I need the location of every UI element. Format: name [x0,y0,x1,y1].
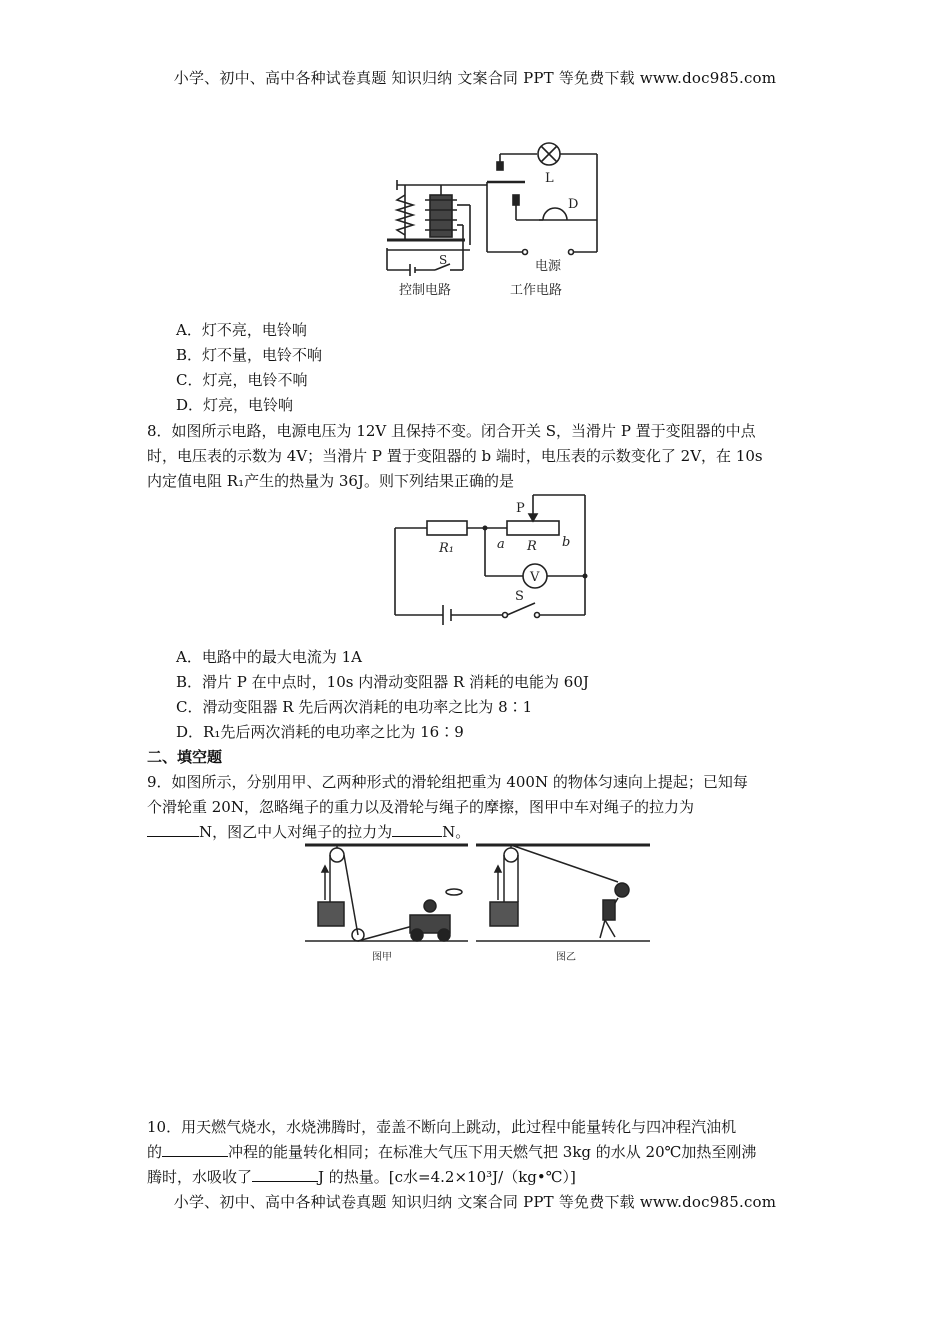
q9-blank-1[interactable] [147,822,199,837]
q8-line-1: 8．如图所示电路，电源电压为 12V 且保持不变。闭合开关 S，当滑片 P 置于变阻器的中点 [147,422,756,440]
page-footer: 小学、初中、高中各种试卷真题 知识归纳 文案合同 PPT 等免费下载 www.doc985.com [173,1193,777,1211]
rheostat-circuit-figure [385,490,600,625]
pulley-figure [300,840,660,965]
q8-option-b: B．滑片 P 在中点时，10s 内滑动变阻器 R 消耗的电能为 60J [176,673,589,691]
label-P: P [516,501,525,516]
fig-jia-caption: 图甲 [372,952,392,963]
label-S: S [439,253,448,267]
q7-option-b: B．灯不量，电铃不响 [176,346,323,364]
label-power: 电源 [535,259,562,274]
q8-line-3: 内定值电阻 R₁产生的热量为 36J。则下列结果正确的是 [147,472,514,490]
q8-option-a: A．电路中的最大电流为 1A [176,648,362,666]
q8-option-c: C．滑动变阻器 R 先后两次消耗的电功率之比为 8∶1 [176,698,533,716]
fig-yi-caption: 图乙 [556,952,576,963]
q10-line-2: 的 冲程的能量转化相同；在标准大气压下用天燃气把 3kg 的水从 20℃加热至刚沸 [147,1143,757,1161]
q9-line-3: N，图乙中人对绳子的拉力为 N。 [147,821,470,842]
label-control-circuit: 控制电路 [399,283,452,298]
label-a: a [497,537,505,552]
label-work-circuit: 工作电路 [510,283,563,298]
label-L: L [545,171,554,186]
q9-line-2: 个滑轮重 20N，忽略绳子的重力以及滑轮与绳子的摩擦，图甲中车对绳子的拉力为 [147,798,694,816]
q7-option-d: D．灯亮，电铃响 [176,396,294,414]
label-b: b [562,535,571,550]
relay-circuit-figure [375,140,615,305]
q10-line-3: 腾时，水吸收了 J 的热量。[c水=4.2×10³J/（kg•℃）] [147,1168,576,1186]
label-S: S [515,589,524,604]
q10-blank-1[interactable] [162,1142,228,1157]
q7-option-c: C．灯亮，电铃不响 [176,371,308,389]
label-V: V [530,570,540,585]
page-header: 小学、初中、高中各种试卷真题 知识归纳 文案合同 PPT 等免费下载 www.doc985.com [173,69,777,87]
label-R: R [527,539,537,554]
section-title: 二、填空题 [147,748,223,766]
q9-line-1: 9．如图所示，分别用甲、乙两种形式的滑轮组把重为 400N 的物体匀速向上提起；已知每 [147,773,748,791]
q10-line-1: 10．用天燃气烧水，水烧沸腾时，壶盖不断向上跳动，此过程中能量转化与四冲程汽油机 [147,1118,737,1136]
q8-option-d: D．R₁先后两次消耗的电功率之比为 16∶9 [176,723,464,741]
q10-blank-2[interactable] [252,1167,318,1182]
q8-line-2: 时，电压表的示数为 4V；当滑片 P 置于变阻器的 b 端时，电压表的示数变化了 2V，在 10s [147,447,763,465]
q7-option-a: A．灯不亮，电铃响 [176,321,307,339]
label-R1: R₁ [439,541,454,556]
label-D: D [568,197,579,212]
q9-blank-2[interactable] [392,822,442,837]
